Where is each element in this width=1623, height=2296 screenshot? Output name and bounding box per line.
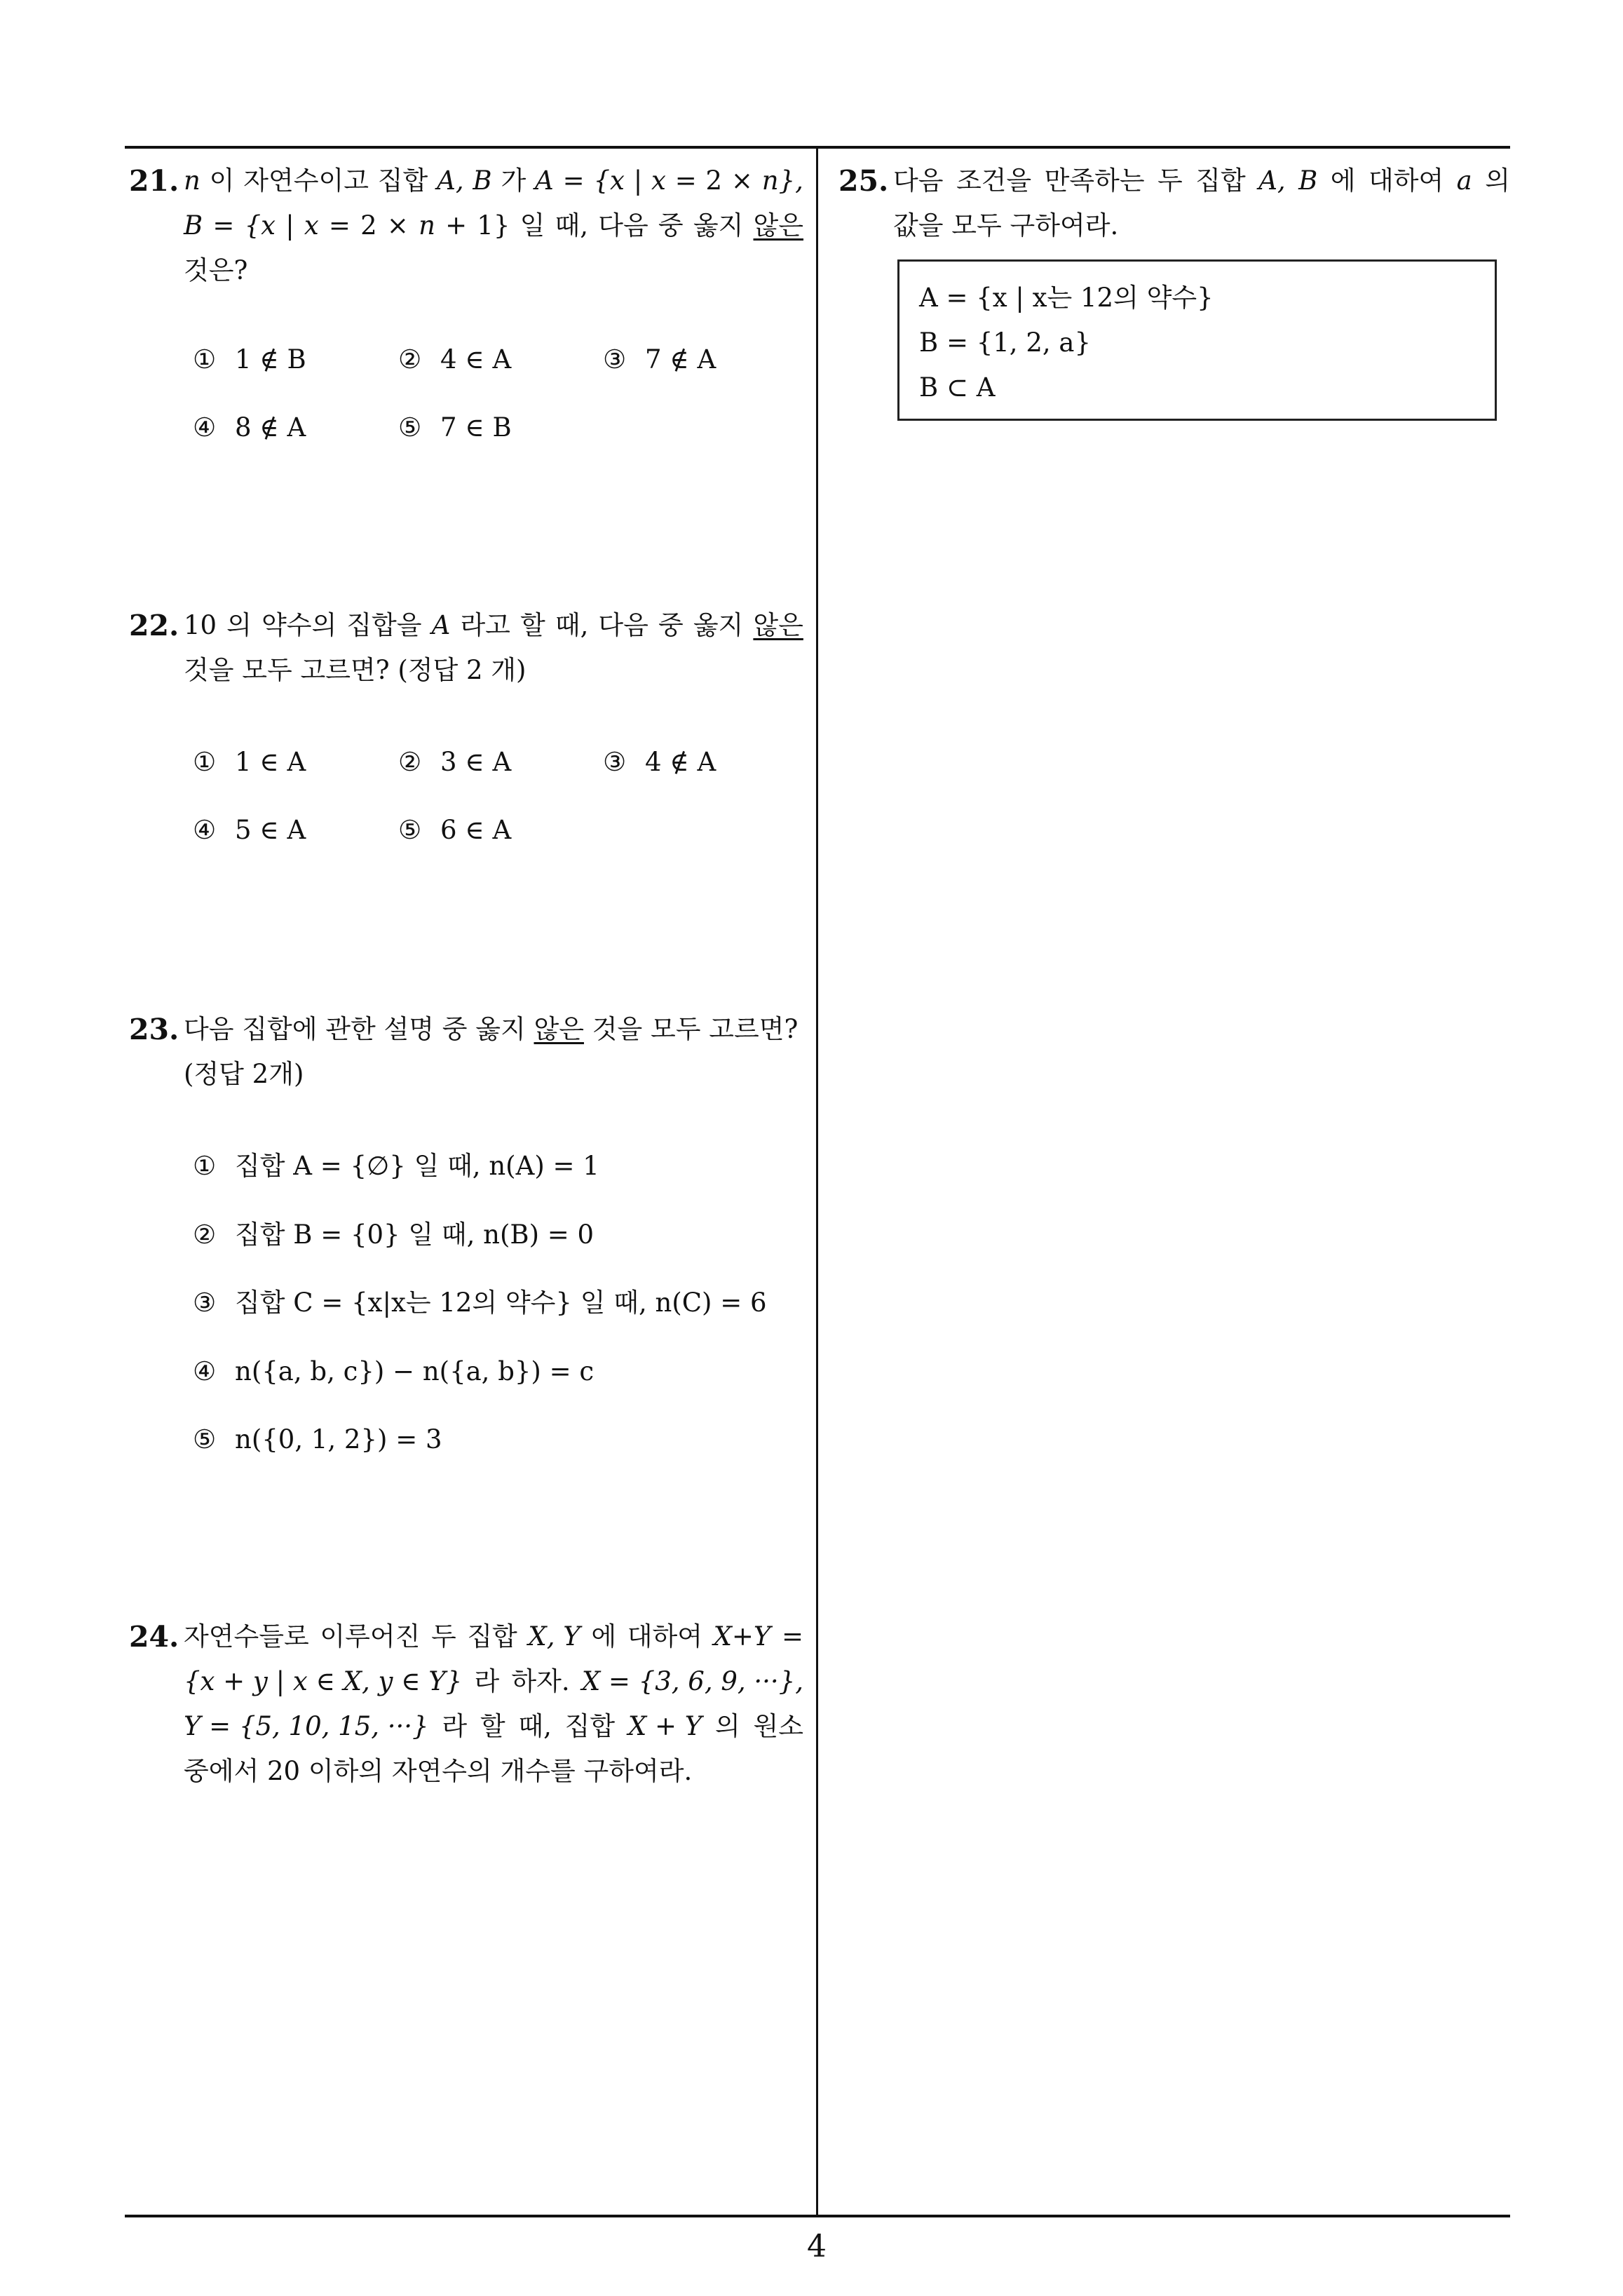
stem-line-1: 자연수들로 이루어진 두 집합 X, Y 에 대하여 X+Y = [184,1621,803,1652]
question-number: 23. [129,1013,179,1046]
choice-21-3[interactable]: ③ 7 ∉ A [603,344,717,374]
choice-22-5[interactable]: ⑤ 6 ∈ A [398,815,512,845]
condition-line-1: A = {x | x는 12의 약수} [919,283,1214,313]
stem-line-2: 것을 모두 고르면? (정답 2 개) [184,655,527,685]
choice-23-1[interactable]: ① 집합 A = {∅} 일 때, n(A) = 1 [193,1151,599,1181]
condition-line-2: B = {1, 2, a} [919,327,1091,358]
question-23 [129,1007,802,1105]
underlined-not: 않은 [753,610,803,640]
question-number: 25. [838,164,889,198]
question-number: 24. [129,1620,179,1654]
bottom-rule [125,2215,1510,2217]
question-stem [184,1614,803,1794]
underlined-not: 않은 [753,210,803,241]
question-stem [184,158,803,293]
question-number: 22. [129,609,179,642]
condition-line-3: B ⊂ A [919,372,996,403]
choice-23-5[interactable]: ⑤ n({0, 1, 2}) = 3 [193,1424,442,1454]
stem-line-2: (정답 2개) [184,1059,304,1089]
stem-line-4: 중에서 20 이하의 자연수의 개수를 구하여라. [184,1756,693,1786]
choice-23-3[interactable]: ③ 집합 C = {x|x는 12의 약수} 일 때, n(C) = 6 [193,1288,767,1318]
choice-21-1[interactable]: ① 1 ∉ B [193,344,306,374]
question-stem [184,603,803,693]
stem-line-1: 다음 조건을 만족하는 두 집합 A, B 에 대하여 a 의 [893,166,1510,196]
stem-line-3: Y = {5, 10, 15, ···} 라 할 때, 집합 X + Y 의 원소 [184,1711,803,1741]
stem-line-2: 값을 모두 구하여라. [893,210,1119,241]
question-22 [129,603,802,701]
stem-line-2: B = {x | x = 2 × n + 1} 일 때, 다음 중 옳지 않은 [184,203,803,248]
choice-21-5[interactable]: ⑤ 7 ∈ B [398,412,512,443]
question-25 [838,158,1512,257]
page-number: 4 [807,2229,827,2264]
choice-21-4[interactable]: ④ 8 ∉ A [193,412,306,443]
condition-box [897,259,1497,421]
choice-22-2[interactable]: ② 3 ∈ A [398,747,512,777]
choice-22-3[interactable]: ③ 4 ∉ A [603,747,717,777]
choice-22-4[interactable]: ④ 5 ∈ A [193,815,306,845]
stem-line-3: 것은? [184,255,248,285]
question-24 [129,1614,802,1804]
choice-21-2[interactable]: ② 4 ∈ A [398,344,512,374]
column-divider [816,146,818,2216]
stem-line-2: {x + y | x ∈ X, y ∈ Y} 라 하자. X = {3, 6, 9, ···}, [184,1666,803,1696]
stem-line-1: n 이 자연수이고 집합 A, B 가 A = {x | x = 2 × n}, [184,166,803,196]
question-stem [893,158,1510,248]
choice-23-4[interactable]: ④ n({a, b, c}) − n({a, b}) = c [193,1356,595,1386]
choice-22-1[interactable]: ① 1 ∈ A [193,747,306,777]
question-stem [184,1007,803,1097]
choice-23-2[interactable]: ② 집합 B = {0} 일 때, n(B) = 0 [193,1220,595,1250]
question-number: 21. [129,164,179,198]
stem-line-1: 10 의 약수의 집합을 A 라고 할 때, 다음 중 옳지 않은 [184,603,803,648]
question-21 [129,158,802,299]
underlined-not: 않은 [534,1014,584,1044]
stem-line-1: 다음 집합에 관한 설명 중 옳지 않은 것을 모두 고르면? [184,1014,799,1044]
